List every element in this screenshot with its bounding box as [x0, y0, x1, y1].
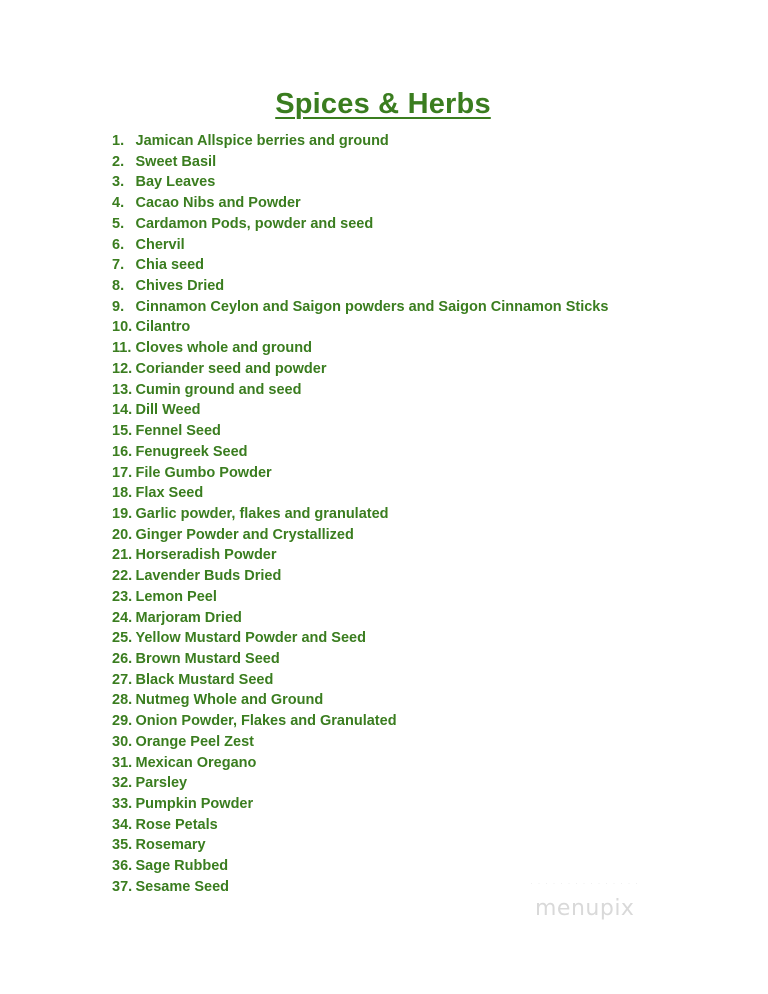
watermark-tagline: · · · · · · · · · · · · · · ·: [530, 878, 639, 888]
list-item-number: 37.: [112, 878, 133, 895]
list-item-number: 29.: [112, 713, 133, 730]
list-item-text: Pumpkin Powder: [135, 796, 254, 812]
list-item-text: Cacao Nibs and Powder: [135, 195, 301, 212]
list-item-number: 32.: [112, 775, 133, 792]
list-item-text: Jamican Allspice berries and ground: [135, 133, 389, 149]
list-item-text: File Gumbo Powder: [135, 464, 272, 481]
list-item-number: 20.: [112, 526, 133, 543]
list-item-number: 25.: [112, 630, 133, 647]
list-item: [112, 276, 608, 297]
list-item-text: Cloves whole and ground: [135, 340, 312, 357]
list-item: [112, 525, 608, 546]
list-item-text: Dill Weed: [135, 402, 201, 419]
list-item: [112, 545, 608, 566]
list-item-text: Sweet Basil: [135, 153, 217, 170]
list-item: [112, 753, 608, 774]
list-item-text: Lavender Buds Dried: [135, 568, 282, 585]
list-item: [112, 649, 608, 670]
list-item: [112, 235, 608, 256]
list-item-number: 10.: [112, 319, 133, 336]
list-item-text: Flax Seed: [135, 485, 204, 502]
list-item-number: 14.: [112, 402, 133, 419]
list-item-text: Nutmeg Whole and Ground: [135, 692, 324, 709]
list-item-number: 3.: [112, 174, 125, 191]
list-item: [112, 297, 608, 318]
list-item-number: 23.: [112, 588, 133, 605]
list-item: [112, 421, 608, 442]
list-item-number: 9.: [112, 298, 125, 315]
list-item-number: 8.: [112, 278, 125, 295]
list-item: [112, 400, 608, 421]
list-item-number: 26.: [112, 650, 133, 667]
list-item-text: Rosemary: [135, 837, 206, 854]
list-item-number: 6.: [112, 236, 125, 253]
list-item-text: Chives Dried: [135, 278, 225, 295]
list-item: [112, 856, 608, 877]
list-item-number: 30.: [112, 733, 133, 750]
list-item: [112, 338, 608, 359]
list-item-text: Fennel Seed: [135, 423, 221, 440]
list-item: [112, 463, 608, 484]
list-item-text: Ginger Powder and Crystallized: [135, 526, 354, 543]
list-item-number: 27.: [112, 671, 133, 688]
list-item: [112, 380, 608, 401]
list-item-text: Fenugreek Seed: [135, 443, 248, 460]
list-item-text: Lemon Peel: [135, 588, 217, 605]
list-item-text: Rose Petals: [135, 816, 218, 833]
list-item-number: 13.: [112, 381, 133, 398]
list-item-number: 15.: [112, 423, 133, 440]
list-item-number: 7.: [112, 257, 125, 274]
list-item-text: Coriander seed and powder: [135, 360, 327, 377]
list-item: [112, 670, 608, 691]
list-item-text: Chia seed: [135, 257, 204, 274]
list-item-number: 33.: [112, 796, 133, 812]
list-item-number: 1.: [112, 133, 125, 149]
list-item: [112, 815, 608, 836]
list-item: [112, 711, 608, 732]
list-item-number: 21.: [112, 547, 133, 564]
list-item: [112, 504, 608, 525]
list-item-text: Orange Peel Zest: [135, 733, 254, 750]
list-item-number: 22.: [112, 568, 133, 585]
list-item: [112, 131, 608, 152]
list-item-text: Parsley: [135, 775, 188, 792]
list-item-text: Black Mustard Seed: [135, 671, 274, 688]
list-item: [112, 566, 608, 587]
list-item-text: Sage Rubbed: [135, 858, 229, 875]
list-item-number: 34.: [112, 816, 133, 833]
list-item-number: 12.: [112, 360, 133, 377]
list-item-number: 2.: [112, 153, 125, 170]
list-item: [112, 359, 608, 380]
list-item-text: Bay Leaves: [135, 174, 216, 191]
list-item-text: Sesame Seed: [135, 878, 230, 895]
list-item-text: Cilantro: [135, 319, 191, 336]
list-item-number: 19.: [112, 505, 133, 522]
list-item-number: 36.: [112, 858, 133, 875]
list-item: [112, 835, 608, 856]
list-item-number: 31.: [112, 754, 133, 771]
list-item-text: Cinnamon Ceylon and Saigon powders and Saigon Cinnamon Sticks: [135, 298, 609, 315]
list-item: [112, 732, 608, 753]
list-item: [112, 152, 608, 173]
list-item: [112, 483, 608, 504]
list-item-text: Cumin ground and seed: [135, 381, 302, 398]
list-item-number: 18.: [112, 485, 133, 502]
list-item: [112, 628, 608, 649]
list-item-number: 11.: [112, 340, 132, 357]
list-item-number: 35.: [112, 837, 133, 854]
list-item-text: Horseradish Powder: [135, 547, 277, 564]
list-item: [112, 317, 608, 338]
menupix-watermark-logo: menupix: [535, 896, 635, 921]
list-item-text: Yellow Mustard Powder and Seed: [135, 630, 366, 647]
list-item-text: Chervil: [135, 236, 185, 253]
list-item: [112, 794, 608, 815]
page-title: Spices & Herbs: [275, 88, 491, 120]
list-item-number: 17.: [112, 464, 133, 481]
list-item-text: Mexican Oregano: [135, 754, 257, 771]
list-item: [112, 773, 608, 794]
list-item-text: Garlic powder, flakes and granulated: [135, 505, 389, 522]
spice-list: [112, 131, 608, 898]
list-item-number: 4.: [112, 195, 125, 212]
list-item: [112, 193, 608, 214]
list-item-text: Onion Powder, Flakes and Granulated: [135, 713, 397, 730]
list-item: [112, 587, 608, 608]
list-item-text: Brown Mustard Seed: [135, 650, 280, 667]
list-item: [112, 172, 608, 193]
list-item: [112, 442, 608, 463]
list-item: [112, 608, 608, 629]
list-item: [112, 214, 608, 235]
list-item-number: 24.: [112, 609, 133, 626]
list-item-number: 28.: [112, 692, 133, 709]
list-item-number: 5.: [112, 215, 125, 232]
list-item-text: Marjoram Dried: [135, 609, 242, 626]
list-item-text: Cardamon Pods, powder and seed: [135, 215, 374, 232]
list-item: [112, 690, 608, 711]
list-item-number: 16.: [112, 443, 133, 460]
list-item: [112, 255, 608, 276]
